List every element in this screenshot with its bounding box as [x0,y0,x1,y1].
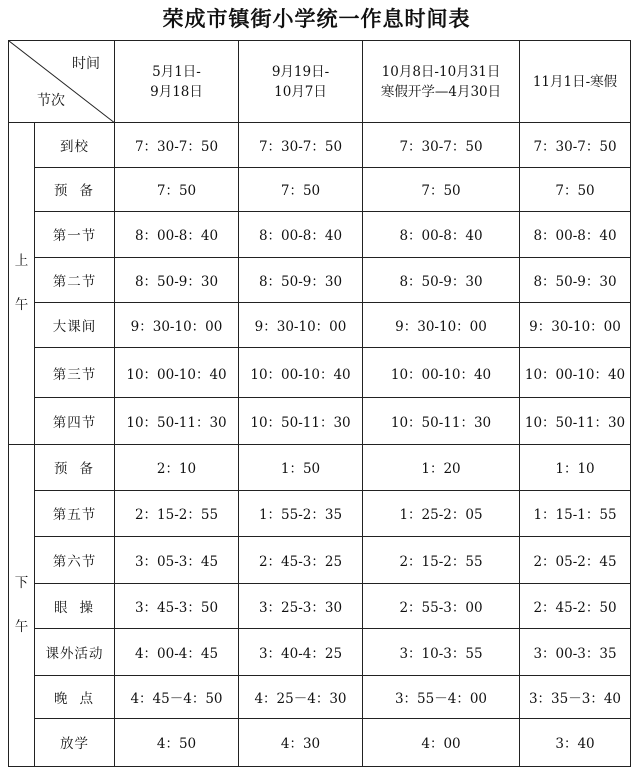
table-row [9,444,631,490]
time-cell: 3：00-3：35 [520,629,631,675]
row-label: 放学 [35,718,115,766]
time-cell: 8：00-8：40 [239,211,363,257]
time-cell: 1：25-2：05 [363,490,520,536]
time-cell: 9：30-10：00 [520,303,631,348]
column-header-line: 5月1日- [152,63,201,80]
time-cell: 4：45－4：50 [115,675,239,718]
time-cell: 3：40 [520,718,631,766]
time-cell: 3：35－3：40 [520,675,631,718]
time-cell: 2：15-2：55 [115,490,239,536]
column-header-line: 10月8日-10月31日 [381,63,501,80]
time-cell: 1：50 [239,444,363,490]
time-cell: 2：45-2：50 [520,584,631,629]
time-cell: 10：50-11：30 [363,398,520,444]
time-cell: 4：00-4：45 [115,629,239,675]
row-label: 晚点 [35,675,115,718]
row-label: 第四节 [35,398,115,444]
table-row [9,490,631,536]
table-row [9,123,631,167]
row-label: 第三节 [35,348,115,398]
time-cell: 8：00-8：40 [115,211,239,257]
row-label: 第二节 [35,257,115,302]
column-header-line: 11月1日-寒假 [532,73,618,90]
time-cell: 3：05-3：45 [115,536,239,583]
time-cell: 1：15-1：55 [520,490,631,536]
period-label-char: 午 [14,297,29,314]
column-header-line: 寒假开学—4月30日 [380,83,502,100]
time-cell: 10：50-11：30 [239,398,363,444]
corner-label-time: 时间 [72,56,100,72]
time-cell: 3：45-3：50 [115,584,239,629]
table-row [9,303,631,348]
column-header-line: 9月19日- [271,63,330,80]
time-cell: 7：50 [520,167,631,211]
header-row [9,41,631,123]
time-cell: 10：00-10：40 [363,348,520,398]
time-cell: 1：20 [363,444,520,490]
time-cell: 7：30-7：50 [363,123,520,167]
table-row [9,584,631,629]
table-row [9,398,631,444]
time-cell: 10：50-11：30 [115,398,239,444]
time-cell: 2：15-2：55 [363,536,520,583]
time-cell: 8：00-8：40 [363,211,520,257]
column-header-3 [363,41,520,123]
time-cell: 2：55-3：00 [363,584,520,629]
table-row [9,257,631,302]
time-cell: 3：40-4：25 [239,629,363,675]
time-cell: 4：25－4：30 [239,675,363,718]
column-header-2 [239,41,363,123]
period-label-char: 下 [14,575,29,592]
column-header-4 [520,41,631,123]
column-header-line: 10月7日 [274,83,327,100]
time-cell: 9：30-10：00 [115,303,239,348]
time-cell: 4：30 [239,718,363,766]
time-cell: 3：55－4：00 [363,675,520,718]
row-label: 预备 [35,444,115,490]
time-cell: 10：50-11：30 [520,398,631,444]
time-cell: 8：50-9：30 [363,257,520,302]
row-label: 到校 [35,123,115,167]
time-cell: 7：50 [363,167,520,211]
time-cell: 8：50-9：30 [115,257,239,302]
table-row [9,718,631,766]
time-cell: 7：30-7：50 [520,123,631,167]
row-label: 第一节 [35,211,115,257]
page-title: 荣成市镇街小学统一作息时间表 [162,7,471,31]
time-cell: 2：05-2：45 [520,536,631,583]
column-header-line: 9月18日 [150,83,203,100]
row-label: 大课间 [35,303,115,348]
row-label: 第六节 [35,536,115,583]
corner-label-period: 节次 [37,93,65,110]
time-cell: 7：30-7：50 [239,123,363,167]
time-cell: 7：50 [115,167,239,211]
column-header-1 [115,41,239,123]
time-cell: 9：30-10：00 [239,303,363,348]
period-label [9,444,35,766]
time-cell: 7：30-7：50 [115,123,239,167]
time-cell: 4：50 [115,718,239,766]
table-row [9,629,631,675]
schedule-table [8,40,631,767]
period-label-char: 上 [14,253,29,270]
row-label: 第五节 [35,490,115,536]
table-row [9,211,631,257]
time-cell: 9：30-10：00 [363,303,520,348]
table-row [9,675,631,718]
time-cell: 10：00-10：40 [520,348,631,398]
table-row [9,536,631,583]
time-cell: 4：00 [363,718,520,766]
table-row [9,348,631,398]
time-cell: 10：00-10：40 [115,348,239,398]
row-label: 眼操 [35,584,115,629]
time-cell: 8：00-8：40 [520,211,631,257]
time-cell: 2：45-3：25 [239,536,363,583]
time-cell: 3：25-3：30 [239,584,363,629]
row-label: 课外活动 [35,629,115,675]
schedule-body [9,41,631,767]
time-cell: 8：50-9：30 [239,257,363,302]
time-cell: 8：50-9：30 [520,257,631,302]
time-cell: 10：00-10：40 [239,348,363,398]
period-label [9,123,35,444]
time-cell: 1：55-2：35 [239,490,363,536]
row-label: 预备 [35,167,115,211]
corner-header [9,41,115,123]
time-cell: 1：10 [520,444,631,490]
time-cell: 7：50 [239,167,363,211]
time-cell: 3：10-3：55 [363,629,520,675]
period-label-char: 午 [14,619,29,636]
time-cell: 2：10 [115,444,239,490]
table-row [9,167,631,211]
